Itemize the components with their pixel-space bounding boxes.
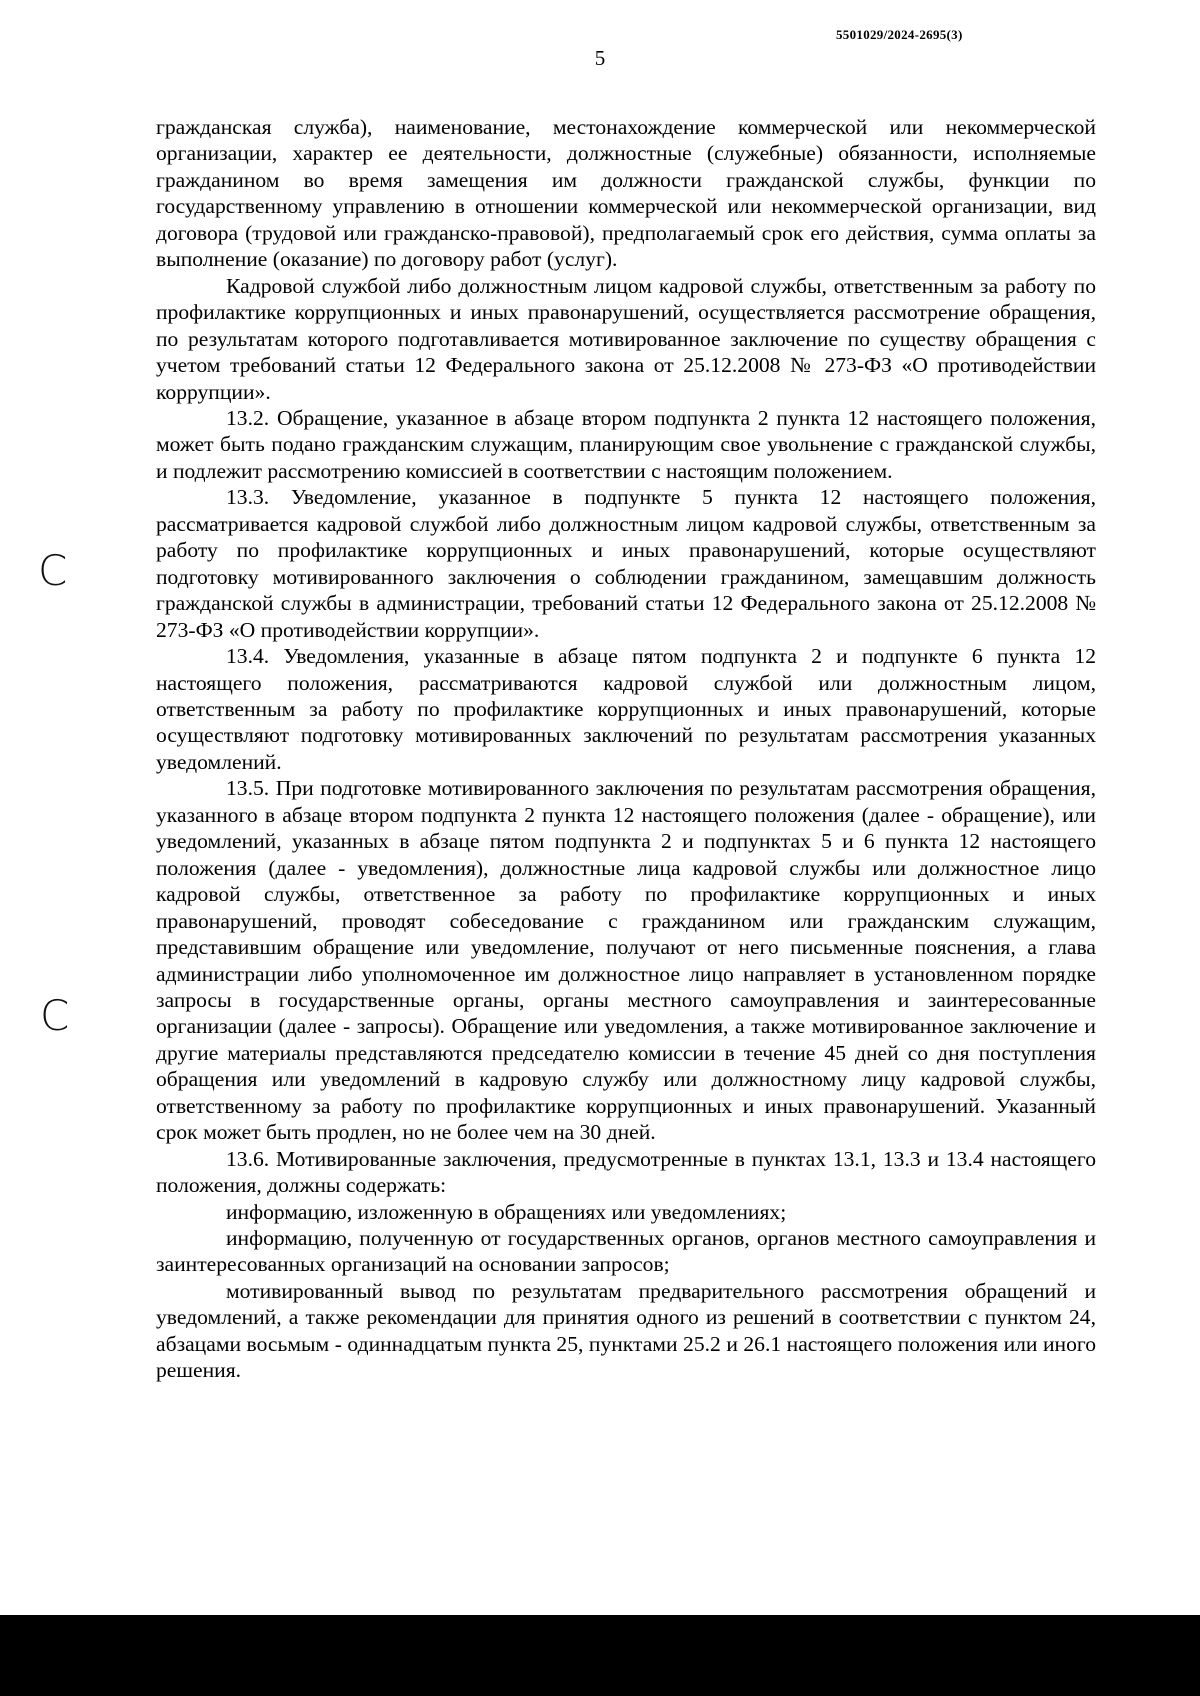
page-number: 5: [594, 46, 606, 70]
binder-hole-mark-bottom: C: [40, 991, 70, 1040]
scan-border-bar: [0, 1615, 1200, 1696]
paragraph-13-3: 13.3. Уведомление, указанное в подпункте 5 пункта 12 настоящего положения, рассматривается кадровой службой либо должностным лицом кадровой службы, ответственным за работу по профилактике коррупционных и иных правонарушений, которые осуществляют подготовку мотивированного заключения о соблюдении гражданином, замещавшим должность гражданской службы в администрации, требований статьи 12 Федерального закона от 25.12.2008 № 273-ФЗ «О противодействии коррупции».: [156, 485, 1096, 642]
document-body: [156, 114, 1096, 1384]
list-item-information: информацию, изложенную в обращениях или уведомлениях;: [226, 1199, 787, 1224]
paragraph-13-2: 13.2. Обращение, указанное в абзаце втором подпункта 2 пункта 12 настоящего положения, может быть подано гражданским служащим, планирующим свое увольнение с гражданской службы, и подлежит рассмотрению комиссией в соответствии с настоящим положением.: [156, 405, 1096, 483]
paragraph-hr-review: Кадровой службой либо должностным лицом кадровой службы, ответственным за работу по профилактике коррупционных и иных правонарушений, осуществляется рассмотрение обращения, по результатам которого подготавливается мотивированное заключение по существу обращения с учетом требований статьи 12 Федерального закона от 25.12.2008 № 273-ФЗ «О противодействии коррупции».: [156, 273, 1096, 404]
list-item-received-information: информацию, полученную от государственных органов, органов местного самоуправления и заинтересованных организаций на основании запросов;: [156, 1226, 1096, 1277]
paragraph-continuation: гражданская служба), наименование, местонахождение коммерческой или некоммерческой организации, характер ее деятельности, должностные (служебные) обязанности, исполняемые гражданином во время замещения им должности гражданской службы, функции по государственному управлению в отношении коммерческой или некоммерческой организации, вид договора (трудовой или гражданско-правовой), предполагаемый срок его действия, сумма оплаты за выполнение (оказание) по договору работ (услуг).: [156, 115, 1096, 272]
list-item-reasoned-conclusion: мотивированный вывод по результатам предварительного рассмотрения обращений и уведомлений, а также рекомендации для принятия одного из решений в соответствии с пунктом 24, абзацами восьмым - одиннадцатым пункта 25, пунктами 25.2 и 26.1 настоящего положения или иного решения.: [156, 1278, 1096, 1383]
paragraph-13-5: 13.5. При подготовке мотивированного заключения по результатам рассмотрения обращения, указанного в абзаце втором подпункта 2 пункта 12 настоящего положения (далее - обращение), или уведомлений, указанных в абзаце пятом подпункта 2 и подпунктах 5 и 6 пункта 12 настоящего положения (далее - уведомления), должностные лица кадровой службы или должностное лицо кадровой службы, ответственное за работу по профилактике коррупционных и иных правонарушений, проводят собеседование с гражданином или гражданским служащим, представившим обращение или уведомление, получают от него письменные пояснения, а глава администрации либо уполномоченное им должностное лицо направляет в установленном порядке запросы в государственные органы, органы местного самоуправления и заинтересованные организации (далее - запросы). Обращение или уведомления, а также мотивированное заключение и другие материалы представляются председателю комиссии в течение 45 дней со дня поступления обращения или уведомлений в кадровую службу или должностному лицу кадровой службы, ответственному за работу по профилактике коррупционных и иных правонарушений. Указанный срок может быть продлен, но не более чем на 30 дней.: [156, 776, 1096, 1145]
paragraph-13-4: 13.4. Уведомления, указанные в абзаце пятом подпункта 2 и подпункте 6 пункта 12 настоящего положения, рассматриваются кадровой службой или должностным лицом, ответственным за работу по профилактике коррупционных и иных правонарушений, которые осуществляют подготовку мотивированных заключений по результатам рассмотрения указанных уведомлений.: [156, 644, 1096, 774]
binder-hole-mark-top: C: [38, 546, 68, 595]
paragraph-13-6: 13.6. Мотивированные заключения, предусмотренные в пунктах 13.1, 13.3 и 13.4 настоящего положения, должны содержать:: [156, 1146, 1096, 1198]
document-number: 5501029/2024-2695(3): [836, 27, 963, 42]
